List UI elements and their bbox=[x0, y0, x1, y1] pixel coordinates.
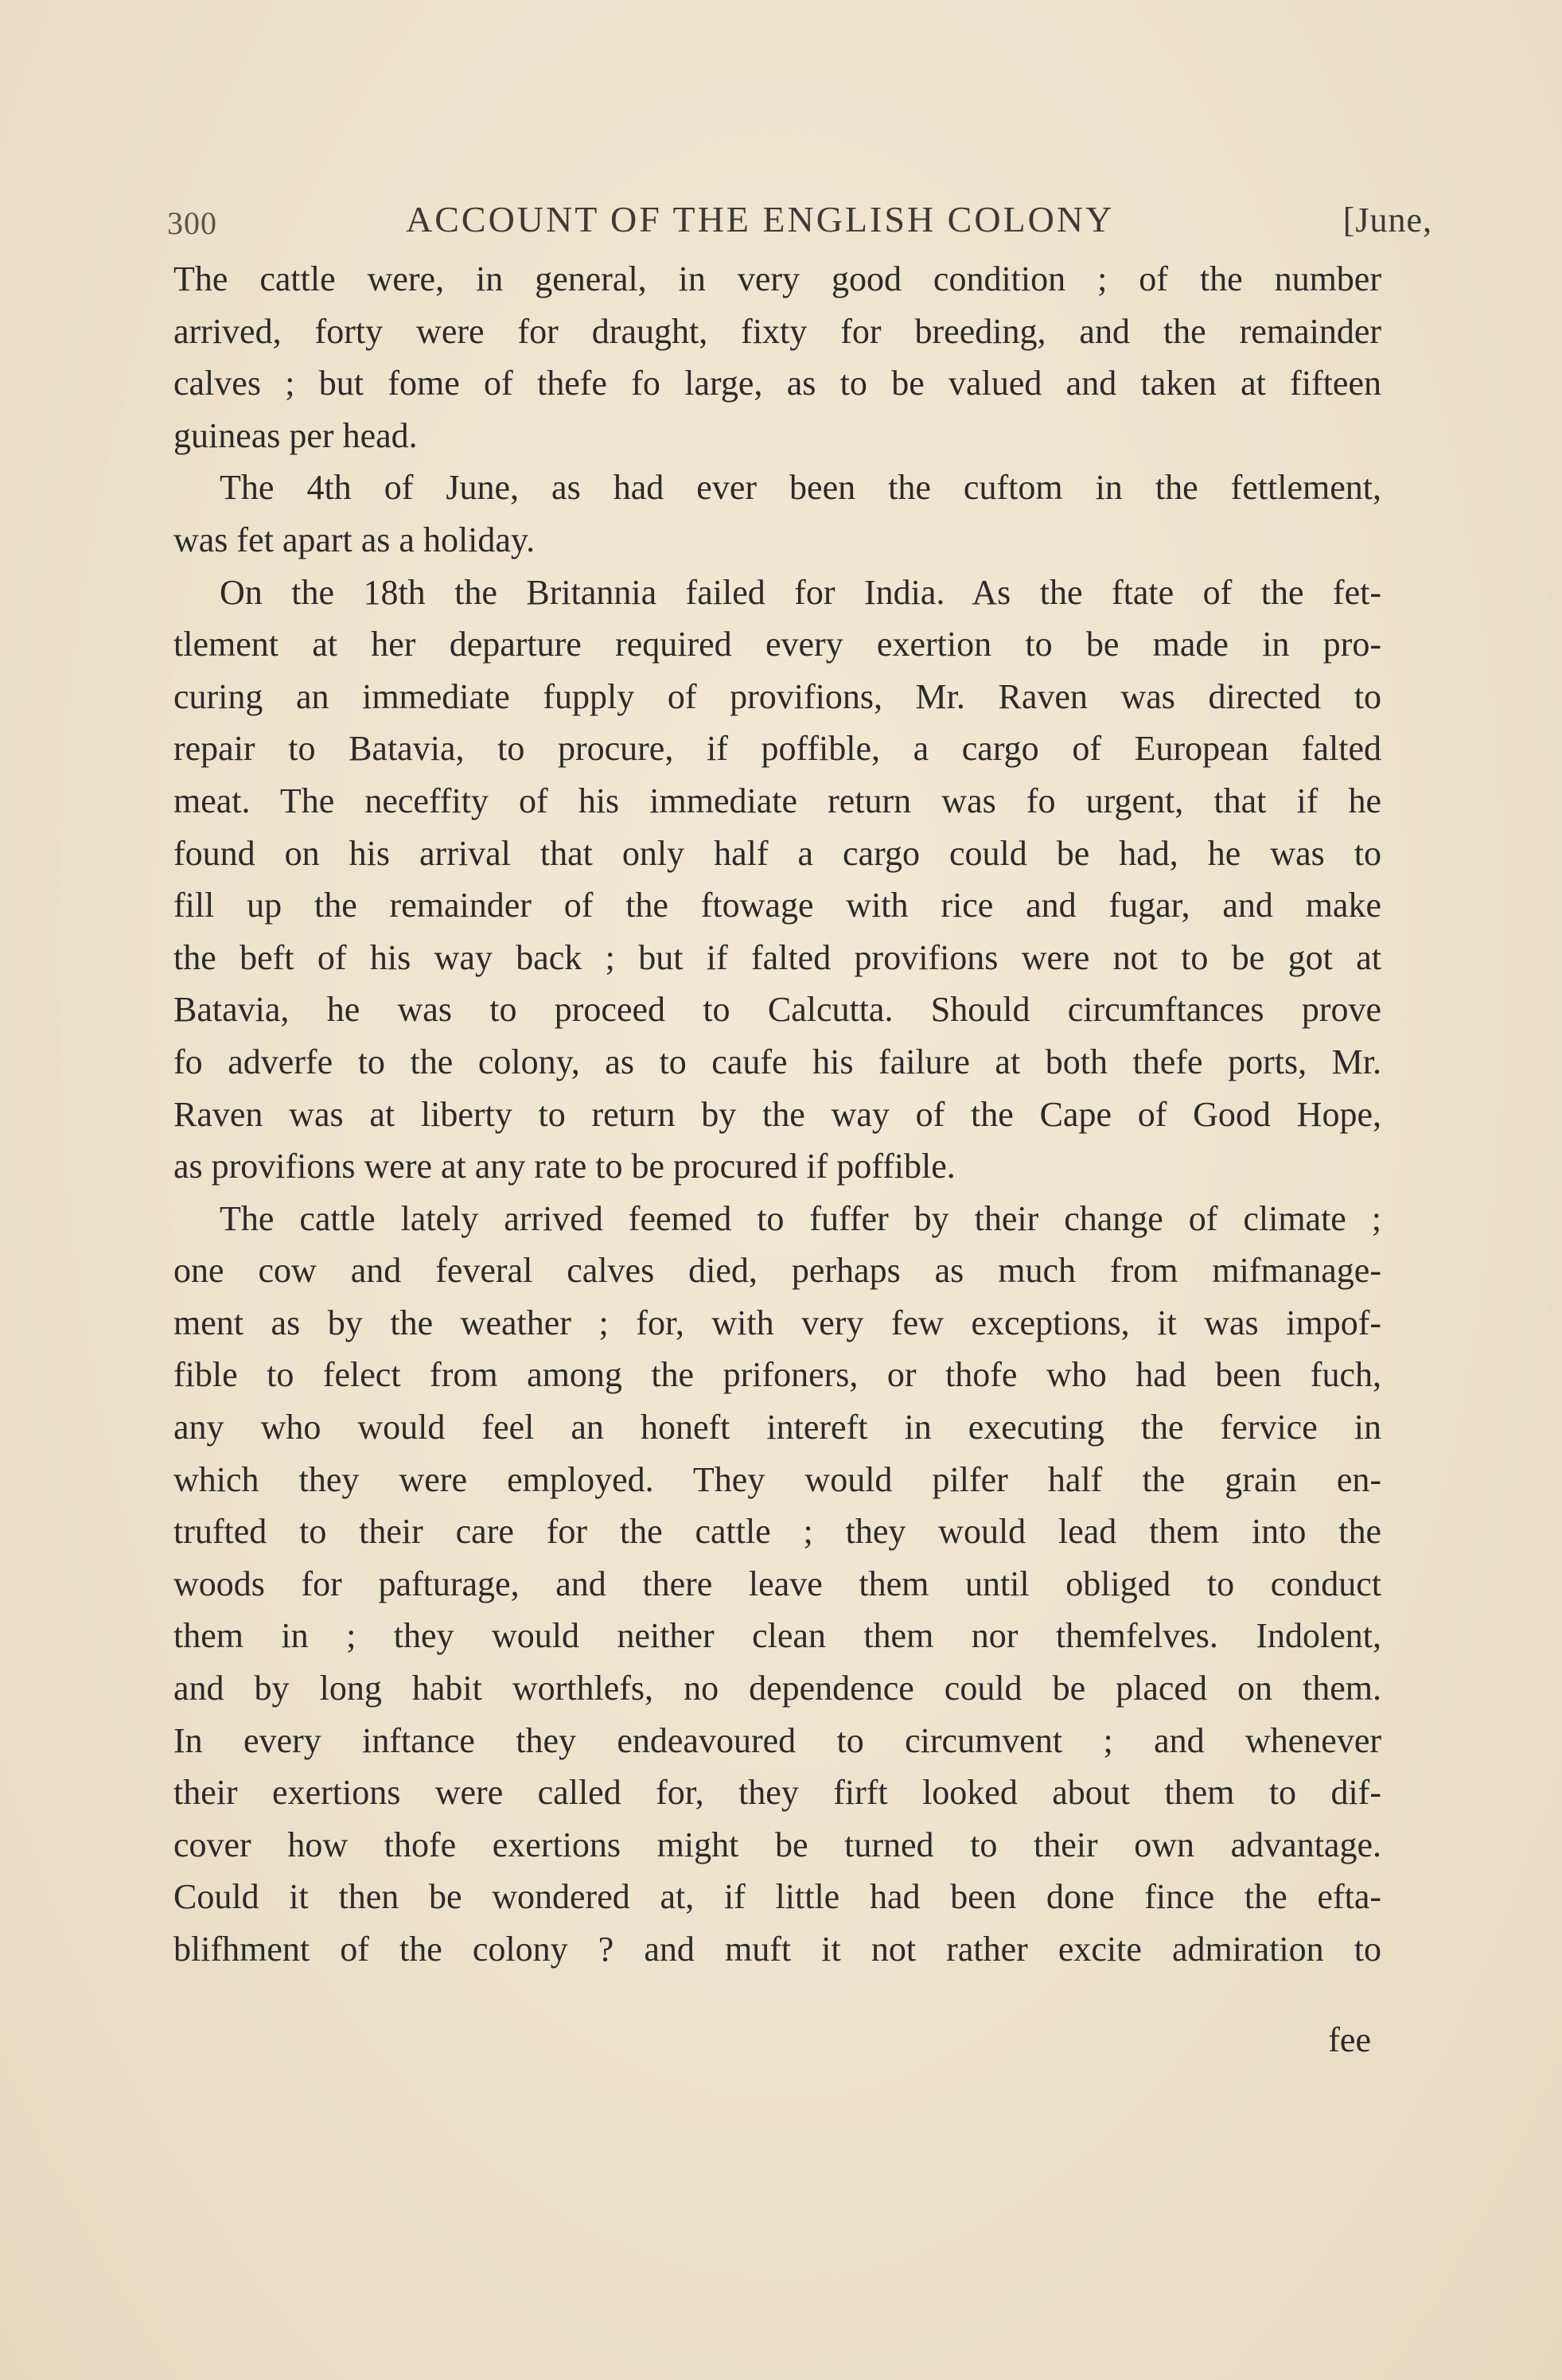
text-line: cover how thofe exertions might be turned to their own advantage. bbox=[173, 1825, 1381, 1864]
text-line: repair to Batavia, to procure, if poffible, a cargo of European falted bbox=[173, 729, 1381, 769]
text-line: found on his arrival that only half a cargo could be had, he was to bbox=[173, 833, 1381, 873]
text-line: trufted to their care for the cattle ; they would lead them into the bbox=[173, 1512, 1381, 1552]
text-line: one cow and feveral calves died, perhaps as much from mifmanage- bbox=[173, 1251, 1381, 1291]
text-line: woods for pafturage, and there leave them until obliged to conduct bbox=[173, 1564, 1381, 1603]
text-line: meat. The neceffity of his immediate return was fo urgent, that if he bbox=[173, 781, 1381, 820]
text-line: tlement at her departure required every exertion to be made in pro- bbox=[173, 625, 1381, 664]
text-line: The 4th of June, as had ever been the cuftom in the fettlement, bbox=[220, 468, 1381, 508]
text-line: The cattle were, in general, in very good condition ; of the number bbox=[173, 259, 1381, 298]
text-line: blifhment of the colony ? and muft it not rather excite admiration to bbox=[173, 1930, 1381, 1969]
text-line: arrived, forty were for draught, fixty for breeding, and the remainder bbox=[173, 311, 1381, 351]
running-title: ACCOUNT OF THE ENGLISH COLONY bbox=[406, 199, 1115, 240]
page-number: 300 bbox=[167, 205, 217, 241]
text-line: In every inftance they endeavoured to circumvent ; and whenever bbox=[173, 1720, 1381, 1760]
text-line: which they were employed. They would pilfer half the grain en- bbox=[173, 1459, 1381, 1499]
text-line: fo adverfe to the colony, as to caufe his failure at both thefe ports, Mr. bbox=[173, 1042, 1381, 1081]
text-line: Batavia, he was to proceed to Calcutta. Should circumftances prove bbox=[173, 990, 1381, 1030]
text-line: calves ; but fome of thefe fo large, as to be valued and taken at fifteen bbox=[173, 364, 1381, 403]
text-line: ment as by the weather ; for, with very few exceptions, it was impof- bbox=[173, 1303, 1381, 1342]
text-line: the beft of his way back ; but if falted provifions were not to be got at bbox=[173, 937, 1381, 977]
text-line: guineas per head. bbox=[173, 415, 418, 455]
text-line: curing an immediate fupply of provifions, Mr. Raven was directed to bbox=[173, 676, 1381, 716]
catchword: fee bbox=[1328, 2020, 1371, 2059]
text-line: their exertions were called for, they firft looked about them to dif- bbox=[173, 1773, 1381, 1813]
running-date: [June, bbox=[1342, 201, 1432, 240]
running-header bbox=[159, 195, 1432, 251]
text-line: fill up the remainder of the ftowage with rice and fugar, and make bbox=[173, 886, 1381, 925]
text-line: The cattle lately arrived feemed to fuffer by their change of climate ; bbox=[220, 1198, 1381, 1238]
text-line: and by long habit worthlefs, no dependence could be placed on them. bbox=[173, 1669, 1381, 1708]
text-line: fible to felect from among the prifoners, or thofe who had been fuch, bbox=[173, 1355, 1381, 1395]
body-text bbox=[173, 253, 1381, 1976]
text-line: any who would feel an honeft intereft in executing the fervice in bbox=[173, 1408, 1381, 1447]
text-line: as provifions were at any rate to be procured if poffible. bbox=[173, 1147, 956, 1186]
text-line: Could it then be wondered at, if little had been done fince the efta- bbox=[173, 1877, 1381, 1917]
text-line: them in ; they would neither clean them nor themfelves. Indolent, bbox=[173, 1616, 1381, 1656]
text-line: was fet apart as a holiday. bbox=[173, 520, 536, 559]
text-line: Raven was at liberty to return by the way of the Cape of Good Hope, bbox=[173, 1094, 1381, 1134]
text-line: On the 18th the Britannia failed for India. As the ftate of the fet- bbox=[220, 572, 1381, 612]
